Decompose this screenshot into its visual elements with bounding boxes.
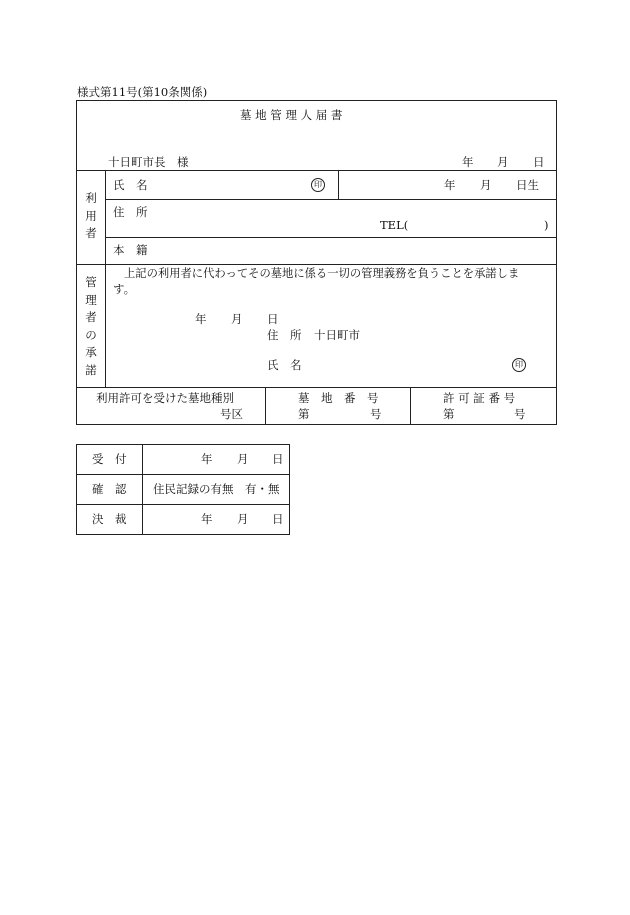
grave-number-prefix: 第: [298, 407, 310, 421]
permit-divider-1: [265, 387, 266, 425]
decision-date-month: 月: [237, 512, 249, 526]
header-date-year: 年: [462, 155, 474, 169]
decision-date-day: 日: [272, 512, 284, 526]
receipt-date-day: 日: [272, 452, 284, 466]
receipt-date-year: 年: [201, 452, 213, 466]
receipt-date-month: 月: [237, 452, 249, 466]
user-address-label: 住 所: [113, 205, 148, 219]
divider-manager-section: [76, 387, 557, 388]
domicile-label: 本 籍: [113, 243, 148, 257]
manager-section-label: 管 理 者 の 承 諾: [85, 275, 97, 377]
office-table-row-divider-2: [76, 504, 290, 505]
resident-record-check: 住民記録の有無 有・無: [153, 482, 280, 496]
addressee: 十日町市長 様: [108, 155, 189, 169]
header-date-month: 月: [497, 155, 509, 169]
office-table-column-divider: [142, 444, 143, 535]
permit-number-suffix: 号: [514, 407, 526, 421]
name-birthdate-divider: [338, 170, 339, 199]
manager-date-month: 月: [231, 312, 243, 326]
consent-statement-line1: 上記の利用者に代わってその墓地に係る一切の管理義務を負うことを承諾しま: [124, 267, 520, 280]
main-form-frame: [76, 100, 557, 425]
manager-date-year: 年: [195, 312, 207, 326]
manager-address-label: 住 所: [267, 328, 302, 342]
permit-number-label: 許 可 証 番 号: [443, 391, 516, 405]
decision-label: 決 裁: [92, 512, 127, 526]
birth-date-month: 月: [480, 178, 492, 192]
divider-address-row: [106, 237, 557, 238]
receipt-label: 受 付: [92, 452, 127, 466]
birth-date-year: 年: [444, 178, 456, 192]
user-seal-mark: 印: [311, 178, 325, 192]
grave-number-label: 墓 地 番 号: [298, 391, 379, 405]
tel-close: ): [544, 218, 549, 232]
header-date-day: 日: [533, 155, 545, 169]
form-number-label: 様式第11号(第10条関係): [77, 85, 208, 99]
form-title: 墓 地 管 理 人 届 書: [240, 108, 343, 122]
grave-number-suffix: 号: [370, 407, 382, 421]
decision-date-year: 年: [201, 512, 213, 526]
divider-header: [76, 170, 557, 171]
grave-type-suffix: 号区: [220, 407, 243, 421]
consent-statement-line2: す。: [113, 282, 136, 296]
office-table-row-divider-1: [76, 474, 290, 475]
tel-label: TEL(: [380, 218, 409, 232]
divider-name-row: [106, 199, 557, 200]
permit-divider-2: [410, 387, 411, 425]
permit-number-prefix: 第: [443, 407, 455, 421]
grave-type-label: 利用許可を受けた墓地種別: [96, 391, 234, 405]
manager-name-label: 氏 名: [267, 358, 302, 372]
label-column-line: [105, 170, 106, 387]
manager-seal-mark: 印: [512, 358, 526, 372]
manager-date-day: 日: [267, 312, 279, 326]
user-section-label: 利 用 者: [85, 191, 97, 240]
birth-date-day: 日生: [516, 178, 539, 192]
divider-user-section: [76, 264, 557, 265]
user-name-label: 氏 名: [113, 178, 148, 192]
confirm-label: 確 認: [92, 482, 127, 496]
manager-address-value: 十日町市: [314, 328, 360, 342]
